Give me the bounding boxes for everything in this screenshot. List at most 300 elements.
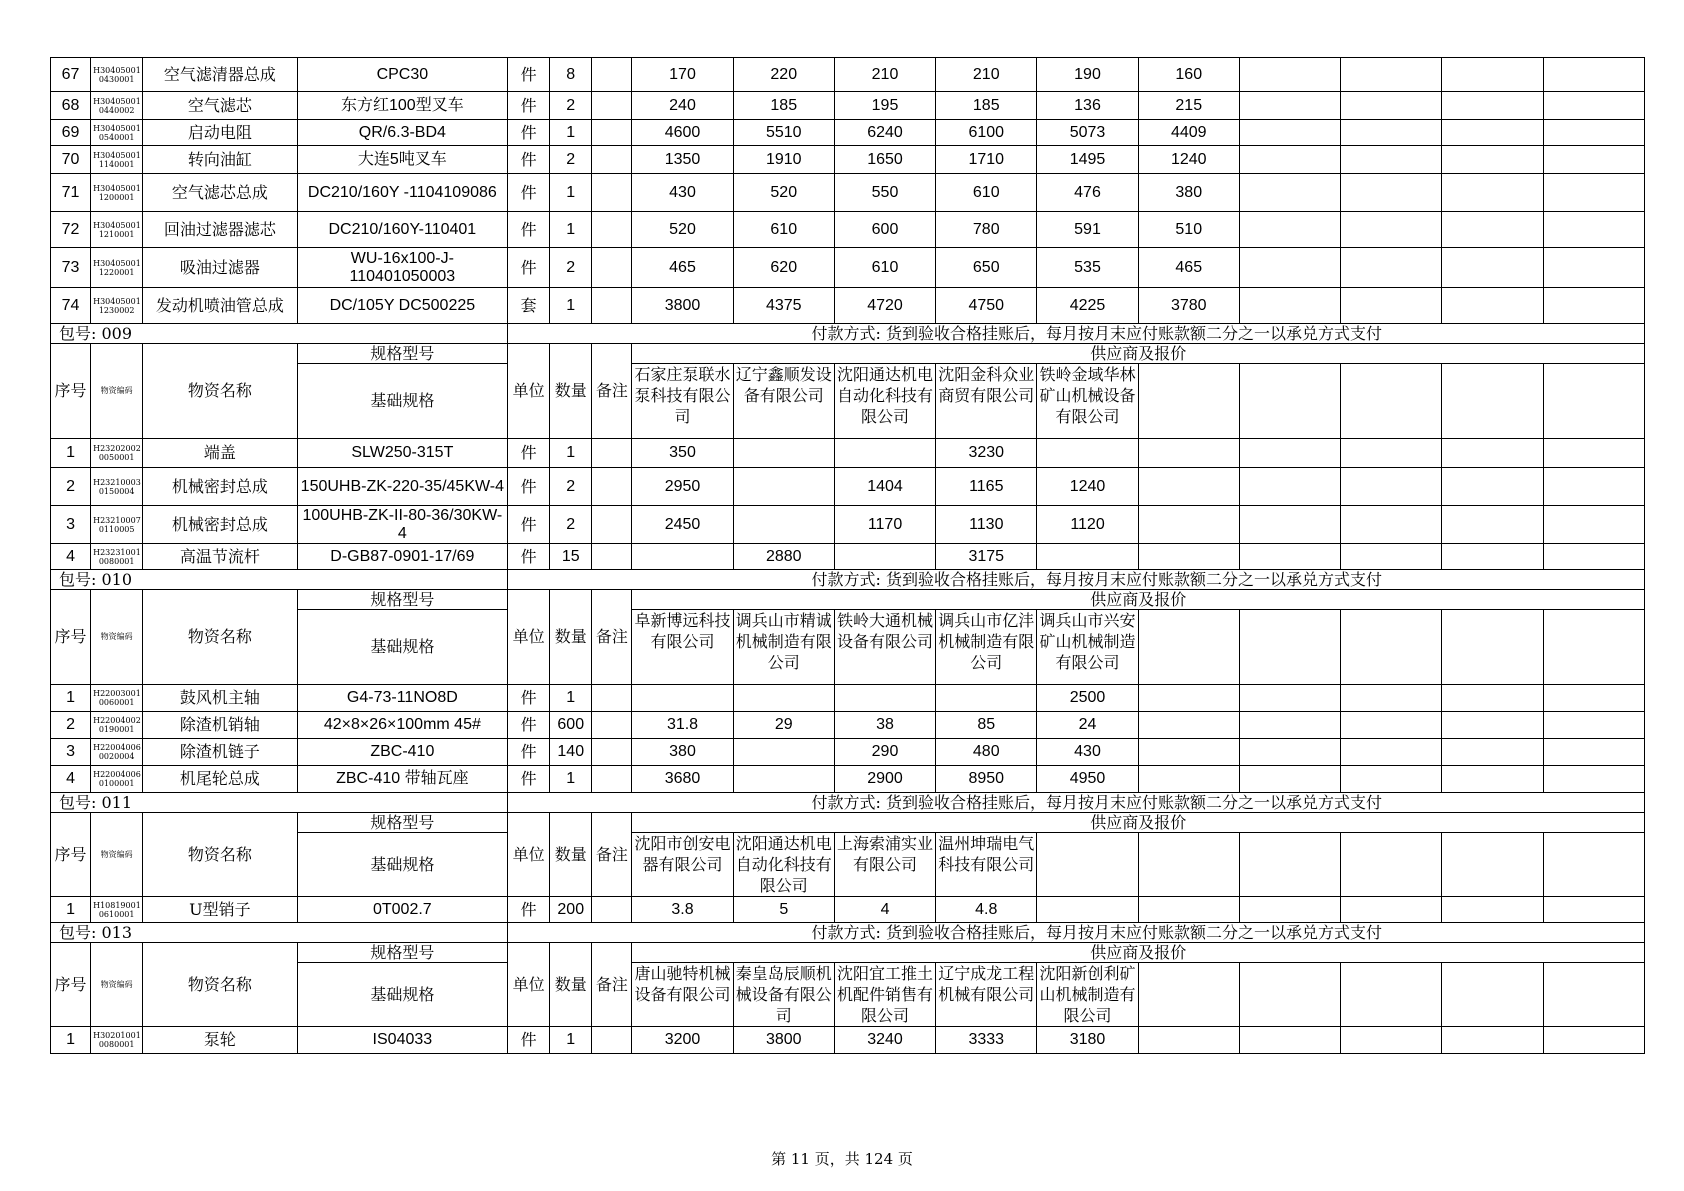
empty-cell [1239, 766, 1340, 793]
price-cell [632, 544, 733, 570]
spec-group-header: 规格型号 [297, 590, 508, 610]
unit-cell: 件 [508, 174, 550, 212]
spec-group-header: 规格型号 [297, 943, 508, 963]
empty-cell [1341, 544, 1442, 570]
empty-cell [1138, 468, 1239, 506]
name-header: 物资名称 [143, 813, 297, 897]
empty-cell [1341, 364, 1442, 439]
name-cell: 吸油过滤器 [143, 248, 297, 288]
spec-group-header: 规格型号 [297, 344, 508, 364]
price-cell [733, 766, 834, 793]
name-cell: 转向油缸 [143, 146, 297, 174]
price-cell: 1910 [733, 146, 834, 174]
price-cell: 3230 [936, 439, 1037, 468]
code-cell: H30405001 1230002 [91, 288, 143, 324]
name-cell: 鼓风机主轴 [143, 685, 297, 712]
empty-cell [1543, 288, 1644, 324]
price-cell: 3240 [834, 1027, 935, 1054]
unit-cell: 件 [508, 248, 550, 288]
supplier-name: 调兵山市精诚机械制造有限公司 [733, 610, 834, 685]
empty-cell [1442, 468, 1543, 506]
price-cell: 4600 [632, 120, 733, 146]
empty-cell [1341, 963, 1442, 1027]
note-cell [592, 766, 632, 793]
table-row [51, 685, 1645, 712]
suppliers-header: 供应商及报价 [632, 813, 1645, 833]
qty-cell: 8 [550, 58, 592, 92]
note-header: 备注 [592, 344, 632, 439]
package-label: 包号: 010 [51, 570, 508, 590]
table-row [51, 212, 1645, 248]
empty-cell [1442, 120, 1543, 146]
empty-cell [1341, 120, 1442, 146]
table-row [51, 92, 1645, 120]
payment-terms: 付款方式: 货到验收合格挂账后，每月按月末应付账款额二分之一以承兑方式支付 [508, 324, 1645, 344]
price-cell: 170 [632, 58, 733, 92]
empty-cell [1138, 439, 1239, 468]
quotation-table [50, 57, 1645, 1054]
empty-cell [1239, 212, 1340, 248]
seq-cell: 71 [51, 174, 91, 212]
supplier-name: 沈阳金科众业商贸有限公司 [936, 364, 1037, 439]
price-cell: 2450 [632, 506, 733, 544]
name-cell: U型销子 [143, 897, 297, 923]
empty-cell [1341, 1027, 1442, 1054]
price-cell: 1710 [936, 146, 1037, 174]
supplier-name: 铁岭金域华林矿山机械设备有限公司 [1037, 364, 1138, 439]
empty-cell [1543, 174, 1644, 212]
unit-cell: 件 [508, 766, 550, 793]
qty-cell: 1 [550, 1027, 592, 1054]
code-header: 物资编码 [91, 813, 143, 897]
price-cell [834, 685, 935, 712]
empty-cell [1543, 468, 1644, 506]
spec-cell: G4-73-11NO8D [297, 685, 508, 712]
unit-cell: 件 [508, 739, 550, 766]
price-cell: 185 [733, 92, 834, 120]
empty-cell [1239, 712, 1340, 739]
table-row [51, 120, 1645, 146]
table-row [51, 544, 1645, 570]
supplier-name: 温州坤瑞电气科技有限公司 [936, 833, 1037, 897]
qty-header: 数量 [550, 590, 592, 685]
spec-cell: ZBC-410 带轴瓦座 [297, 766, 508, 793]
price-cell: 350 [632, 439, 733, 468]
price-cell: 1240 [1037, 468, 1138, 506]
empty-cell [1543, 544, 1644, 570]
supplier-name: 沈阳通达机电自动化科技有限公司 [834, 364, 935, 439]
unit-cell: 件 [508, 506, 550, 544]
price-cell: 3780 [1138, 288, 1239, 324]
price-cell: 535 [1037, 248, 1138, 288]
price-cell: 3200 [632, 1027, 733, 1054]
table-row [51, 146, 1645, 174]
price-cell: 210 [936, 58, 1037, 92]
price-cell: 24 [1037, 712, 1138, 739]
table-row [51, 288, 1645, 324]
qty-cell: 1 [550, 212, 592, 248]
price-cell: 3333 [936, 1027, 1037, 1054]
price-cell: 215 [1138, 92, 1239, 120]
note-cell [592, 1027, 632, 1054]
empty-cell [1442, 364, 1543, 439]
qty-cell: 1 [550, 439, 592, 468]
price-cell: 4375 [733, 288, 834, 324]
price-cell: 620 [733, 248, 834, 288]
code-cell: H22003001 0060001 [91, 685, 143, 712]
note-cell [592, 897, 632, 923]
note-cell [592, 739, 632, 766]
supplier-name: 辽宁成龙工程机械有限公司 [936, 963, 1037, 1027]
table-row [51, 248, 1645, 288]
name-cell: 端盖 [143, 439, 297, 468]
price-cell: 290 [834, 739, 935, 766]
price-cell: 8950 [936, 766, 1037, 793]
payment-terms: 付款方式: 货到验收合格挂账后，每月按月末应付账款额二分之一以承兑方式支付 [508, 923, 1645, 943]
package-row [51, 793, 1645, 813]
table-row [51, 468, 1645, 506]
name-cell: 发动机喷油管总成 [143, 288, 297, 324]
price-cell: 136 [1037, 92, 1138, 120]
qty-cell: 1 [550, 120, 592, 146]
empty-cell [1543, 1027, 1644, 1054]
table-row [51, 1027, 1645, 1054]
seq-cell: 1 [51, 439, 91, 468]
price-cell [733, 439, 834, 468]
qty-cell: 1 [550, 685, 592, 712]
code-cell: H22004006 0100001 [91, 766, 143, 793]
empty-cell [1239, 897, 1340, 923]
price-cell: 29 [733, 712, 834, 739]
name-cell: 除渣机链子 [143, 739, 297, 766]
empty-cell [1442, 146, 1543, 174]
price-cell: 380 [1138, 174, 1239, 212]
qty-cell: 600 [550, 712, 592, 739]
empty-cell [1341, 468, 1442, 506]
header-row [51, 344, 1645, 364]
spec-cell: QR/6.3-BD4 [297, 120, 508, 146]
seq-cell: 70 [51, 146, 91, 174]
empty-cell [1543, 963, 1644, 1027]
supplier-name: 阜新博远科技有限公司 [632, 610, 733, 685]
price-cell: 1650 [834, 146, 935, 174]
code-cell: H23210007 0110005 [91, 506, 143, 544]
seq-cell: 4 [51, 766, 91, 793]
price-cell [834, 439, 935, 468]
table-row [51, 58, 1645, 92]
price-cell: 550 [834, 174, 935, 212]
supplier-name: 沈阳市创安电器有限公司 [632, 833, 733, 897]
empty-cell [1138, 506, 1239, 544]
empty-cell [1543, 506, 1644, 544]
qty-cell: 2 [550, 146, 592, 174]
price-cell: 3800 [733, 1027, 834, 1054]
table-row [51, 712, 1645, 739]
seq-cell: 3 [51, 506, 91, 544]
empty-cell [1138, 897, 1239, 923]
name-cell: 泵轮 [143, 1027, 297, 1054]
empty-cell [1138, 1027, 1239, 1054]
empty-cell [1543, 364, 1644, 439]
price-cell [1037, 439, 1138, 468]
empty-cell [1442, 544, 1543, 570]
empty-cell [1239, 468, 1340, 506]
spec-cell: DC210/160Y -1104109086 [297, 174, 508, 212]
empty-cell [1543, 248, 1644, 288]
price-cell: 1495 [1037, 146, 1138, 174]
empty-cell [1442, 739, 1543, 766]
empty-cell [1239, 364, 1340, 439]
price-cell: 5510 [733, 120, 834, 146]
table-row [51, 174, 1645, 212]
price-cell: 1165 [936, 468, 1037, 506]
package-row [51, 570, 1645, 590]
empty-cell [1543, 712, 1644, 739]
empty-cell [1239, 506, 1340, 544]
supplier-name: 调兵山市亿沣机械制造有限公司 [936, 610, 1037, 685]
empty-cell [1543, 120, 1644, 146]
price-cell [733, 739, 834, 766]
seq-cell: 74 [51, 288, 91, 324]
unit-cell: 件 [508, 544, 550, 570]
empty-cell [1543, 833, 1644, 897]
spec-cell: 东方红100型叉车 [297, 92, 508, 120]
code-cell: H30405001 0540001 [91, 120, 143, 146]
empty-cell [1341, 174, 1442, 212]
price-cell [936, 685, 1037, 712]
empty-cell [1341, 685, 1442, 712]
spec-cell: DC210/160Y-110401 [297, 212, 508, 248]
price-cell: 380 [632, 739, 733, 766]
empty-cell [1239, 1027, 1340, 1054]
empty-cell [1442, 288, 1543, 324]
qty-cell: 1 [550, 288, 592, 324]
table-row [51, 739, 1645, 766]
code-header: 物资编码 [91, 590, 143, 685]
empty-cell [1239, 288, 1340, 324]
price-cell: 520 [733, 174, 834, 212]
header-row [51, 943, 1645, 963]
seq-header: 序号 [51, 590, 91, 685]
price-cell: 430 [632, 174, 733, 212]
table-body [51, 58, 1645, 1054]
empty-cell [1239, 92, 1340, 120]
unit-cell: 件 [508, 146, 550, 174]
seq-header: 序号 [51, 813, 91, 897]
empty-cell [1442, 212, 1543, 248]
name-header: 物资名称 [143, 590, 297, 685]
code-header: 物资编码 [91, 943, 143, 1027]
table-row [51, 897, 1645, 923]
table-row [51, 766, 1645, 793]
suppliers-header: 供应商及报价 [632, 943, 1645, 963]
empty-cell [1239, 248, 1340, 288]
empty-cell [1037, 833, 1138, 897]
price-cell: 2880 [733, 544, 834, 570]
supplier-name: 石家庄泵联水泵科技有限公司 [632, 364, 733, 439]
empty-cell [1442, 963, 1543, 1027]
price-cell: 610 [834, 248, 935, 288]
qty-cell: 15 [550, 544, 592, 570]
unit-cell: 件 [508, 439, 550, 468]
empty-cell [1543, 92, 1644, 120]
price-cell: 5073 [1037, 120, 1138, 146]
unit-header: 单位 [508, 943, 550, 1027]
qty-cell: 140 [550, 739, 592, 766]
code-cell: H30405001 1220001 [91, 248, 143, 288]
empty-cell [1442, 1027, 1543, 1054]
empty-cell [1543, 766, 1644, 793]
empty-cell [1239, 58, 1340, 92]
price-cell: 3180 [1037, 1027, 1138, 1054]
name-cell: 机械密封总成 [143, 468, 297, 506]
code-cell: H30405001 1140001 [91, 146, 143, 174]
name-header: 物资名称 [143, 943, 297, 1027]
spec-header: 基础规格 [297, 610, 508, 685]
empty-cell [1341, 288, 1442, 324]
code-cell: H22004006 0020004 [91, 739, 143, 766]
empty-cell [1442, 439, 1543, 468]
payment-terms: 付款方式: 货到验收合格挂账后，每月按月末应付账款额二分之一以承兑方式支付 [508, 793, 1645, 813]
name-cell: 除渣机销轴 [143, 712, 297, 739]
payment-terms: 付款方式: 货到验收合格挂账后，每月按月末应付账款额二分之一以承兑方式支付 [508, 570, 1645, 590]
spec-cell: 42×8×26×100mm 45# [297, 712, 508, 739]
name-cell: 空气滤芯 [143, 92, 297, 120]
empty-cell [1341, 439, 1442, 468]
price-cell: 4720 [834, 288, 935, 324]
qty-cell: 2 [550, 248, 592, 288]
empty-cell [1239, 174, 1340, 212]
unit-cell: 件 [508, 58, 550, 92]
seq-cell: 4 [51, 544, 91, 570]
qty-cell: 1 [550, 174, 592, 212]
qty-cell: 200 [550, 897, 592, 923]
note-cell [592, 146, 632, 174]
empty-cell [1341, 712, 1442, 739]
package-label: 包号: 009 [51, 324, 508, 344]
empty-cell [1138, 739, 1239, 766]
seq-cell: 2 [51, 712, 91, 739]
page-footer: 第 11 页，共 124 页 [771, 1150, 913, 1168]
empty-cell [1138, 685, 1239, 712]
unit-cell: 件 [508, 712, 550, 739]
unit-cell: 件 [508, 468, 550, 506]
seq-cell: 73 [51, 248, 91, 288]
name-header: 物资名称 [143, 344, 297, 439]
seq-header: 序号 [51, 943, 91, 1027]
note-cell [592, 58, 632, 92]
name-cell: 启动电阻 [143, 120, 297, 146]
code-cell: H30405001 0440002 [91, 92, 143, 120]
empty-cell [1341, 212, 1442, 248]
empty-cell [1341, 58, 1442, 92]
note-cell [592, 712, 632, 739]
price-cell: 160 [1138, 58, 1239, 92]
spec-cell: ZBC-410 [297, 739, 508, 766]
qty-cell: 1 [550, 766, 592, 793]
price-cell: 2500 [1037, 685, 1138, 712]
seq-cell: 69 [51, 120, 91, 146]
table-row [51, 439, 1645, 468]
spec-cell: SLW250-315T [297, 439, 508, 468]
price-cell: 780 [936, 212, 1037, 248]
empty-cell [1442, 506, 1543, 544]
seq-header: 序号 [51, 344, 91, 439]
price-cell: 1120 [1037, 506, 1138, 544]
price-cell: 1170 [834, 506, 935, 544]
price-cell [1037, 897, 1138, 923]
empty-cell [1442, 92, 1543, 120]
unit-header: 单位 [508, 813, 550, 897]
unit-cell: 件 [508, 685, 550, 712]
spec-cell: DC/105Y DC500225 [297, 288, 508, 324]
supplier-name: 铁岭大通机械设备有限公司 [834, 610, 935, 685]
code-cell: H23231001 0080001 [91, 544, 143, 570]
price-cell: 195 [834, 92, 935, 120]
price-cell: 1404 [834, 468, 935, 506]
price-cell [733, 685, 834, 712]
empty-cell [1543, 739, 1644, 766]
code-header: 物资编码 [91, 344, 143, 439]
supplier-name: 唐山驰特机械设备有限公司 [632, 963, 733, 1027]
empty-cell [1138, 610, 1239, 685]
code-cell: H30405001 1210001 [91, 212, 143, 248]
supplier-name: 秦皇岛辰顺机械设备有限公司 [733, 963, 834, 1027]
price-cell [733, 506, 834, 544]
empty-cell [1442, 766, 1543, 793]
note-cell [592, 288, 632, 324]
spec-cell: 大连5吨叉车 [297, 146, 508, 174]
name-cell: 回油过滤器滤芯 [143, 212, 297, 248]
name-cell: 空气滤清器总成 [143, 58, 297, 92]
header-row [51, 590, 1645, 610]
supplier-name: 调兵山市兴安矿山机械制造有限公司 [1037, 610, 1138, 685]
code-cell: H23210003 0150004 [91, 468, 143, 506]
unit-cell: 件 [508, 1027, 550, 1054]
seq-cell: 3 [51, 739, 91, 766]
seq-cell: 1 [51, 1027, 91, 1054]
qty-header: 数量 [550, 943, 592, 1027]
empty-cell [1543, 58, 1644, 92]
empty-cell [1543, 439, 1644, 468]
spec-header: 基础规格 [297, 364, 508, 439]
package-label: 包号: 011 [51, 793, 508, 813]
empty-cell [1341, 146, 1442, 174]
price-cell [632, 685, 733, 712]
spec-cell: 100UHB-ZK-II-80-36/30KW-4 [297, 506, 508, 544]
empty-cell [1239, 544, 1340, 570]
price-cell: 2900 [834, 766, 935, 793]
price-cell [1037, 544, 1138, 570]
qty-header: 数量 [550, 344, 592, 439]
empty-cell [1442, 685, 1543, 712]
spec-cell: D-GB87-0901-17/69 [297, 544, 508, 570]
spec-cell: CPC30 [297, 58, 508, 92]
supplier-name: 沈阳新创利矿山机械制造有限公司 [1037, 963, 1138, 1027]
price-cell: 600 [834, 212, 935, 248]
price-cell: 591 [1037, 212, 1138, 248]
empty-cell [1543, 610, 1644, 685]
package-label: 包号: 013 [51, 923, 508, 943]
empty-cell [1442, 58, 1543, 92]
name-cell: 机械密封总成 [143, 506, 297, 544]
price-cell: 210 [834, 58, 935, 92]
price-cell: 1130 [936, 506, 1037, 544]
empty-cell [1138, 712, 1239, 739]
price-cell: 480 [936, 739, 1037, 766]
empty-cell [1341, 248, 1442, 288]
note-cell [592, 212, 632, 248]
